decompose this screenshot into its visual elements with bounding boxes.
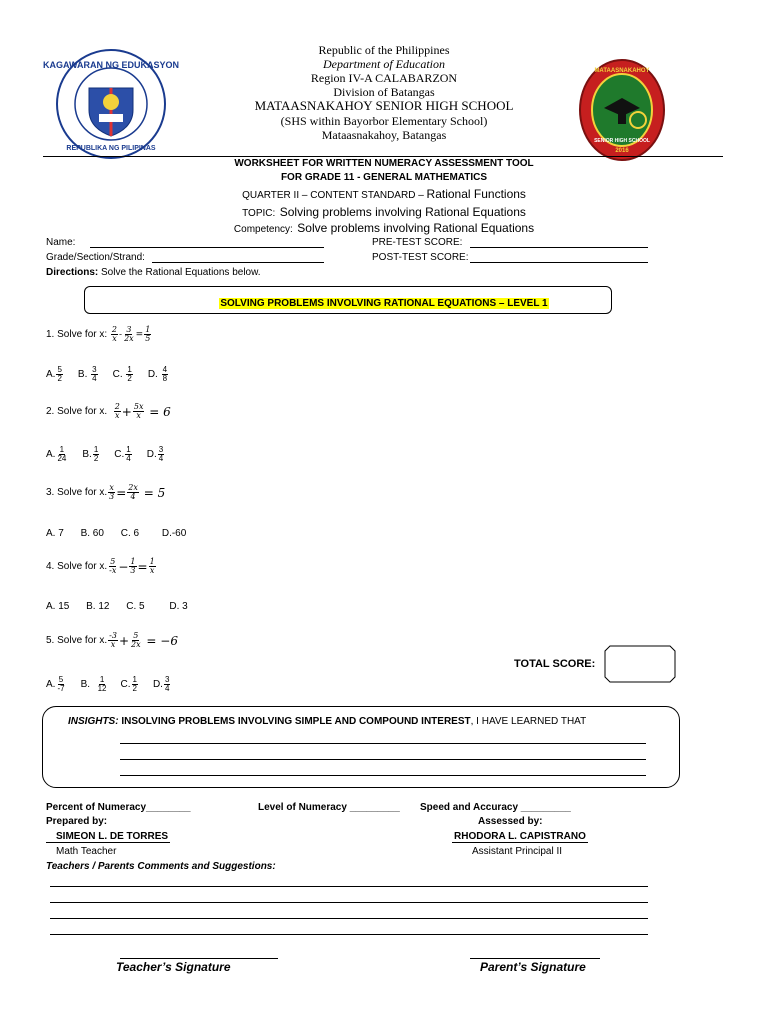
comments-line-4[interactable] bbox=[50, 934, 648, 935]
assessor-name: RHODORA L. CAPISTRANO bbox=[454, 831, 586, 842]
option-5c[interactable]: C. $\frac{1}{2}$ bbox=[120, 675, 137, 693]
option-2c[interactable]: C. $\frac{1}{4}$ bbox=[114, 445, 131, 463]
total-score-box[interactable] bbox=[604, 645, 676, 688]
question-4-options bbox=[46, 601, 188, 612]
option-2a[interactable]: A. $\frac{1}{24}$ bbox=[46, 445, 67, 463]
posttest-label: POST-TEST SCORE: bbox=[372, 252, 469, 263]
competency-line: Competency: Solve problems involving Rational Equations bbox=[233, 221, 535, 235]
grade-field[interactable] bbox=[152, 262, 324, 263]
header-school: MATAASNAKAHOY SENIOR HIGH SCHOOL bbox=[254, 98, 514, 113]
option-3c[interactable]: C. 6 bbox=[120, 528, 140, 539]
option-4a[interactable]: A. 15 bbox=[46, 601, 70, 612]
question-5: 5. Solve for x. $\frac{-3}{x}$ + $\frac{5}{2x}$ = −6 bbox=[46, 631, 178, 649]
option-4d[interactable]: D. 3 bbox=[169, 601, 188, 612]
header-school-sub: (SHS within Bayorbor Elementary School) bbox=[280, 114, 488, 128]
header-republic: Republic of the Philippines bbox=[318, 43, 450, 57]
option-1c[interactable]: C. $\frac{1}{2}$ bbox=[112, 365, 132, 383]
directions: Directions: Solve the Rational Equations below. bbox=[46, 267, 261, 278]
question-4: 4. Solve for x. $\frac{5}{-x}$ − $\frac{1}{3}$ = $\frac{1}{x}$ bbox=[46, 557, 155, 575]
svg-text:REPUBLIKA NG PILIPINAS: REPUBLIKA NG PILIPINAS bbox=[66, 145, 156, 152]
option-4b[interactable]: B. 12 bbox=[86, 601, 110, 612]
posttest-field[interactable] bbox=[470, 262, 648, 263]
total-score-label: TOTAL SCORE: bbox=[514, 658, 596, 670]
comments-line-1[interactable] bbox=[50, 886, 648, 887]
svg-text:MATAASNAKAHOY: MATAASNAKAHOY bbox=[594, 68, 650, 74]
teacher-signature-label: Teacher’s Signature bbox=[116, 960, 231, 974]
svg-text:KAGAWARAN NG EDUKASYON: KAGAWARAN NG EDUKASYON bbox=[42, 60, 180, 70]
option-3b[interactable]: B. 60 bbox=[80, 528, 104, 539]
question-2: 2. Solve for x. $\frac{2}{x}$ + $\frac{5x}{x}$ = 6 bbox=[46, 402, 171, 420]
percent-numeracy: Percent of Numeracy________ bbox=[46, 802, 191, 813]
svg-text:SENIOR HIGH SCHOOL: SENIOR HIGH SCHOOL bbox=[594, 138, 650, 144]
preparer-role: Math Teacher bbox=[56, 846, 117, 857]
option-5d[interactable]: D. $\frac{3}{4}$ bbox=[152, 675, 170, 693]
insights-line-3[interactable] bbox=[120, 775, 646, 776]
question-3-options bbox=[46, 528, 186, 539]
option-3d[interactable]: D.-60 bbox=[161, 528, 187, 539]
speed-accuracy: Speed and Accuracy _________ bbox=[420, 802, 571, 813]
worksheet-title: WORKSHEET FOR WRITTEN NUMERACY ASSESSMENT TOOL bbox=[234, 158, 534, 169]
question-1: 1. Solve for x: $\frac{2}{x}$ - $\frac{3}{2x}$ = $\frac{1}{5}$ bbox=[46, 325, 151, 343]
header-divider bbox=[43, 156, 723, 157]
assessed-label: Assessed by: bbox=[478, 816, 543, 827]
option-3a[interactable]: A. 7 bbox=[46, 528, 64, 539]
insights-line-1[interactable] bbox=[120, 743, 646, 744]
prepared-label: Prepared by: bbox=[46, 816, 108, 827]
level-numeracy: Level of Numeracy _________ bbox=[258, 802, 400, 813]
header-address: Mataasnakahoy, Batangas bbox=[321, 128, 447, 142]
header-department: Department of Education bbox=[323, 57, 445, 71]
option-2b[interactable]: B. $\frac{1}{2}$ bbox=[82, 445, 99, 463]
option-4c[interactable]: C. 5 bbox=[126, 601, 145, 612]
question-5-options bbox=[46, 676, 185, 693]
question-3: 3. Solve for x. $\frac{x}{3}$ = $\frac{2x}{4}$ = 5 bbox=[46, 483, 166, 501]
option-1b[interactable]: B. $\frac{3}{4}$ bbox=[77, 365, 97, 383]
parent-signature-line[interactable] bbox=[470, 958, 600, 959]
pretest-label: PRE-TEST SCORE: bbox=[372, 237, 463, 248]
teacher-signature-line[interactable] bbox=[120, 958, 278, 959]
comments-label: Teachers / Parents Comments and Suggestions: bbox=[46, 861, 276, 872]
option-1a[interactable]: A. $\frac{5}{2}$ bbox=[46, 365, 62, 383]
name-field[interactable] bbox=[90, 247, 324, 248]
comments-line-2[interactable] bbox=[50, 902, 648, 903]
header-division: Division of Batangas bbox=[333, 85, 435, 99]
insights-prompt: INSIGHTS: INSOLVING PROBLEMS INVOLVING SIMPLE AND COMPOUND INTEREST, I HAVE LEARNED THAT bbox=[68, 716, 587, 727]
quarter-line: QUARTER II – CONTENT STANDARD – Rational Functions bbox=[242, 187, 526, 201]
option-1d[interactable]: D. $\frac{4}{8}$ bbox=[147, 365, 168, 383]
parent-signature-label: Parent’s Signature bbox=[480, 960, 586, 974]
svg-text:2016: 2016 bbox=[615, 148, 629, 154]
assessor-role: Assistant Principal II bbox=[472, 846, 563, 857]
level-banner-text: SOLVING PROBLEMS INVOLVING RATIONAL EQUATIONS – LEVEL 1 bbox=[220, 298, 548, 309]
option-5b[interactable]: B. $\frac{1}{12}$ bbox=[80, 675, 107, 693]
grade-label: Grade/Section/Strand: bbox=[46, 252, 145, 263]
comments-line-3[interactable] bbox=[50, 918, 648, 919]
preparer-name: SIMEON L. DE TORRES bbox=[46, 831, 170, 843]
question-2-options bbox=[46, 446, 179, 463]
worksheet-grade: FOR GRADE 11 - GENERAL MATHEMATICS bbox=[280, 172, 488, 183]
header-region: Region IV-A CALABARZON bbox=[310, 71, 458, 85]
topic-line: TOPIC: Solving problems involving Rational Equations bbox=[242, 205, 526, 219]
insights-line-2[interactable] bbox=[120, 759, 646, 760]
name-label: Name: bbox=[46, 237, 76, 248]
pretest-field[interactable] bbox=[470, 247, 648, 248]
question-1-options bbox=[46, 366, 183, 383]
option-5a[interactable]: A. $\frac{5}{-7}$ bbox=[46, 675, 65, 693]
option-2d[interactable]: D. $\frac{3}{4}$ bbox=[146, 445, 164, 463]
